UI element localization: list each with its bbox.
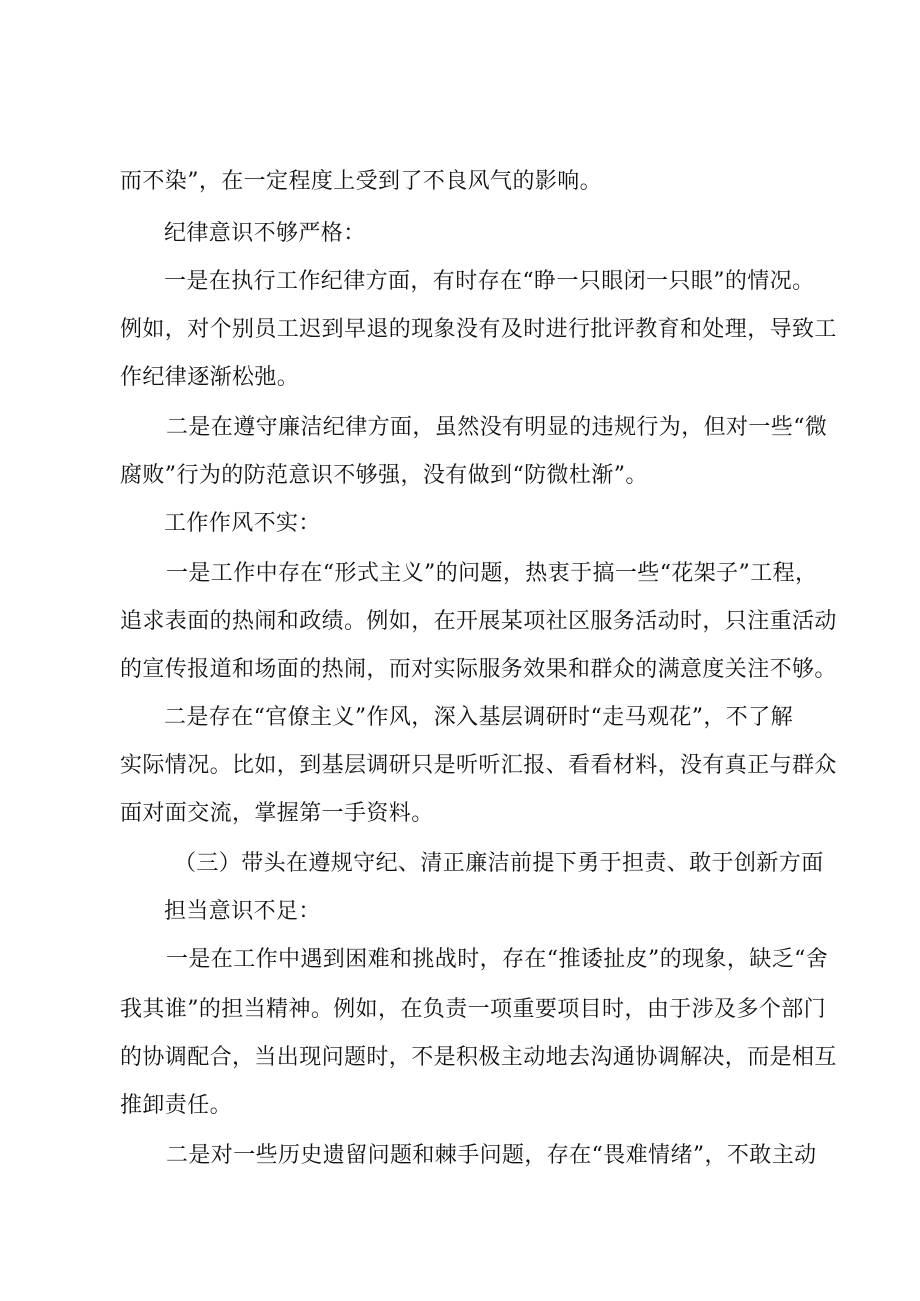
text-line: 一是在工作中遇到困难和挑战时，存在“推诿扯皮”的现象，缺乏“舍	[166, 947, 829, 972]
text-line: 一是在执行工作纪律方面，有时存在“睁一只眼闭一只眼”的情况。	[164, 269, 815, 294]
text-line: 面对面交流，掌握第一手资料。	[120, 801, 434, 826]
text-line: 而不染”，在一定程度上受到了不良风气的影响。	[120, 169, 603, 194]
text-line: 二是对一些历史遗留问题和棘手问题，存在“畏难情绪”，不敢主动	[166, 1143, 817, 1168]
text-line: 的宣传报道和场面的热闹，而对实际服务效果和群众的满意度关注不够。	[120, 657, 837, 682]
text-line: 二是存在“官僚主义”作风，深入基层调研时“走马观花”，不了解	[164, 705, 793, 730]
text-line: 一是工作中存在“形式主义”的问题，热衷于搞一些“花架子”工程，	[166, 561, 818, 586]
text-line: 追求表面的热闹和政绩。例如，在开展某项社区服务活动时，只注重活动	[120, 609, 837, 634]
text-line: 二是在遵守廉洁纪律方面，虽然没有明显的违规行为，但对一些“微	[166, 415, 828, 440]
text-line: 实际情况。比如，到基层调研只是听听汇报、看看材料，没有真正与群众	[120, 753, 837, 778]
subheading-line: 纪律意识不够严格：	[164, 221, 366, 246]
text-line: 腐败”行为的防范意识不够强，没有做到“防微杜渐”。	[120, 463, 648, 488]
subheading-line: 担当意识不足：	[164, 899, 321, 924]
text-line: 我其谁”的担当精神。例如，在负责一项重要项目时，由于涉及多个部门	[120, 997, 827, 1022]
text-line: 的协调配合，当出现问题时，不是积极主动地去沟通协调解决，而是相互	[120, 1045, 837, 1070]
text-line: 推卸责任。	[120, 1093, 233, 1118]
text-line: 例如，对个别员工迟到早退的现象没有及时进行批评教育和处理，导致工	[120, 317, 837, 342]
section-heading: （三）带头在遵规守纪、清正廉洁前提下勇于担责、敢于创新方面	[174, 851, 824, 876]
subheading-line: 工作作风不实：	[164, 511, 321, 536]
text-line: 作纪律逐渐松弛。	[120, 365, 300, 390]
